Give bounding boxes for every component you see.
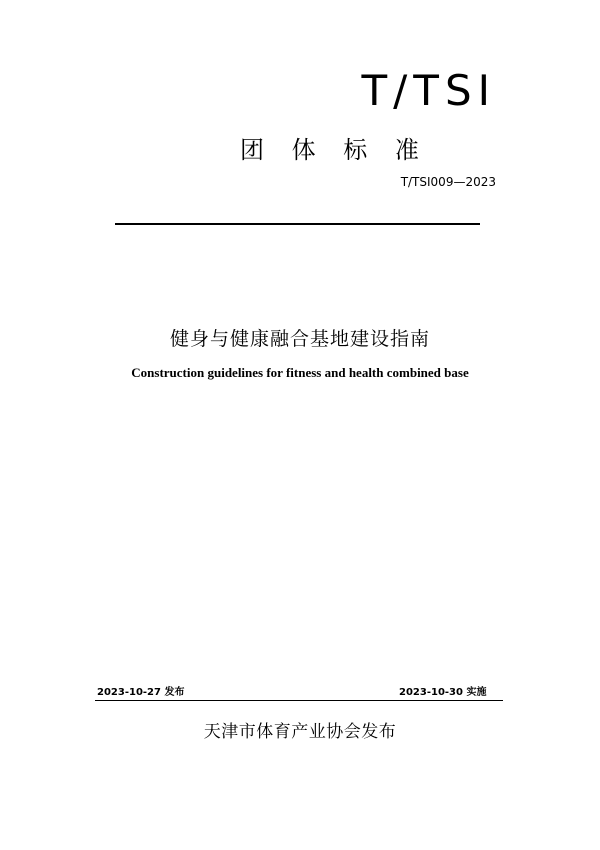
standard-type: 团 体 标 准 [240,136,429,164]
footer-divider [95,700,503,701]
header-divider [115,223,480,225]
publisher: 天津市体育产业协会发布 [203,722,397,742]
issue-date: 2023-10-27 发布 [97,687,185,698]
standard-number: T/TSI009—2023 [400,175,496,189]
title-chinese: 健身与健康融合基地建设指南 [169,328,430,350]
title-english: Construction guidelines for fitness and health combined base [131,365,469,380]
implementation-date: 2023-10-30 实施 [399,687,487,698]
standard-code: T/TSI [361,66,496,115]
